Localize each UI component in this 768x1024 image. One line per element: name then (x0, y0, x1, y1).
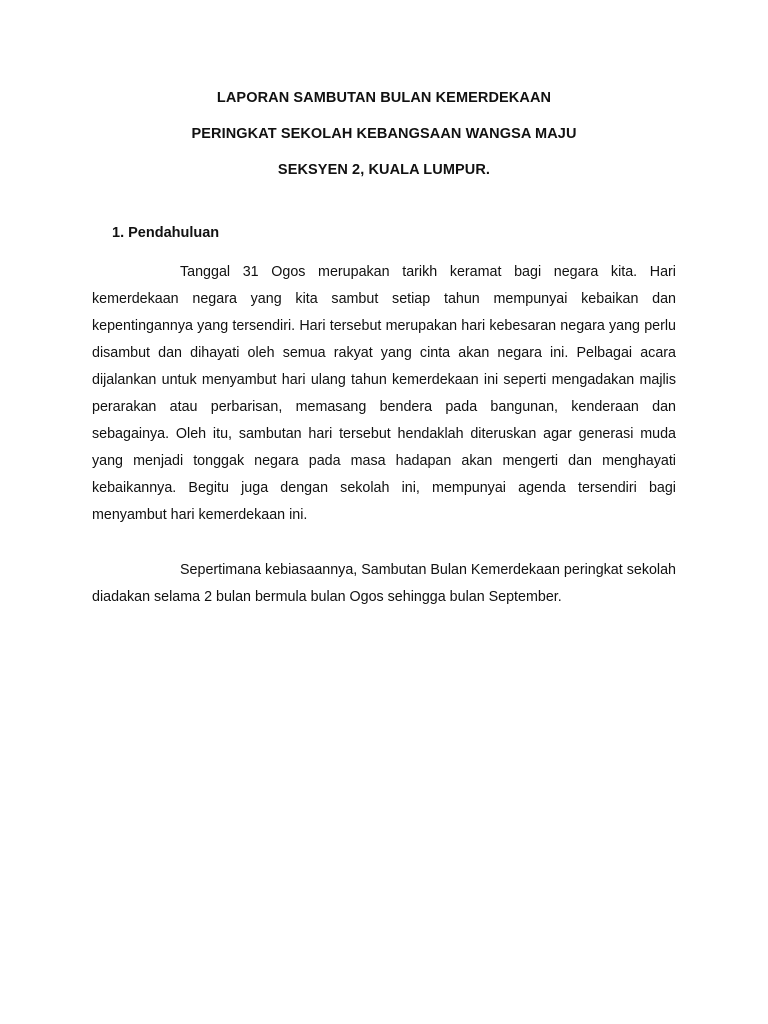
paragraph-1: Tanggal 31 Ogos merupakan tarikh keramat bagi negara kita. Hari kemerdekaan negara yang kita sambut setiap tahun mempunyai kebaikan dan kepentingannya yang tersendiri. Hari tersebut merupakan hari kebesaran negara yang perlu disambut dan dihayati oleh semua rakyat yang cinta akan negara ini. Pelbagai acara dijalankan untuk menyambut hari ulang tahun kemerdekaan ini seperti mengadakan majlis perarakan atau perbarisan, memasang bendera pada bangunan, kenderaan dan sebagainya. Oleh itu, sambutan hari tersebut hendaklah diteruskan agar generasi muda yang menjadi tonggak negara pada masa hadapan akan mengerti dan menghayati kebaikannya. Begitu juga dengan sekolah ini, mempunyai agenda tersendiri bagi menyambut hari kemerdekaan ini. (92, 264, 676, 523)
title-line-3: SEKSYEN 2, KUALA LUMPUR. (277, 162, 491, 178)
title-line-1: LAPORAN SAMBUTAN BULAN KEMERDEKAAN (216, 90, 552, 106)
report-title (0, 90, 768, 198)
section-heading-pendahuluan: 1. Pendahuluan (112, 225, 220, 241)
title-line-2: PERINGKAT SEKOLAH KEBANGSAAN WANGSA MAJU (191, 126, 577, 142)
paragraph-2: Sepertimana kebiasaannya, Sambutan Bulan Kemerdekaan peringkat sekolah diadakan selama 2 bulan bermula bulan Ogos sehingga bulan September. (92, 562, 676, 605)
